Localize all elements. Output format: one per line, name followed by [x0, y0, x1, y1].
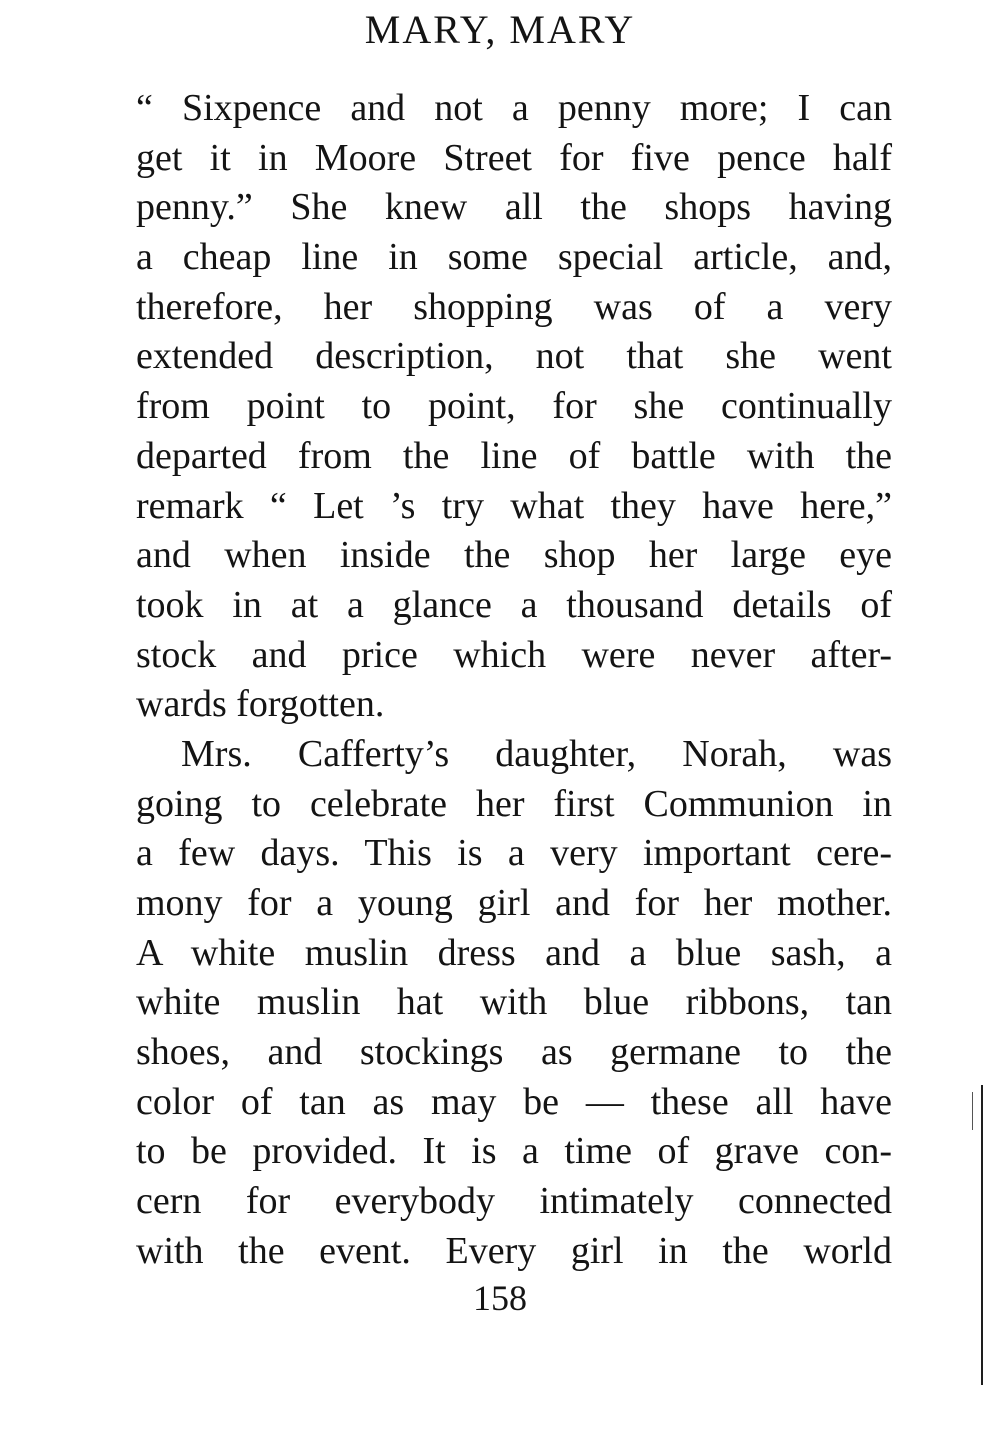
page-number: 158 [473, 1278, 527, 1318]
text-line: a cheap line in some special article, and, [136, 236, 892, 279]
text-line: and when inside the shop her large eye [136, 534, 892, 577]
text-line: A white muslin dress and a blue sash, a [136, 931, 892, 974]
scan-edge-mark [972, 1092, 973, 1130]
text-line: extended description, not that she went [136, 335, 892, 378]
text-line: get it in Moore Street for five pence half [136, 136, 892, 179]
paragraph [136, 730, 892, 1277]
text-line: Mrs. Cafferty’s daughter, Norah, was [181, 732, 892, 775]
text-line: wards forgotten. [136, 683, 385, 726]
text-line: mony for a young girl and for her mother. [136, 882, 892, 924]
text-line: going to celebrate her first Communion in [136, 782, 892, 825]
paragraph [136, 84, 892, 730]
text-line: cern for everybody intimately connected [136, 1180, 892, 1223]
text-line: departed from the line of battle with the [136, 434, 892, 477]
text-line: with the event. Every girl in the world [136, 1229, 892, 1272]
body-text [136, 84, 892, 1277]
text-line: stock and price which were never after- [136, 633, 892, 676]
text-line: remark “ Let ’s try what they have here,” [136, 484, 892, 527]
text-line: a few days. This is a very important cere- [136, 832, 892, 875]
text-line: white muslin hat with blue ribbons, tan [136, 981, 892, 1024]
text-line: took in at a glance a thousand details of [136, 583, 892, 626]
scan-edge-line [981, 1085, 983, 1385]
text-line: color of tan as may be — these all have [136, 1080, 892, 1123]
text-line: to be provided. It is a time of grave con- [136, 1130, 892, 1173]
text-line: from point to point, for she continually [136, 385, 892, 428]
text-line: “ Sixpence and not a penny more; I can [136, 87, 892, 129]
text-line: therefore, her shopping was of a very [136, 285, 892, 328]
text-line: shoes, and stockings as germane to the [136, 1031, 892, 1074]
text-line: penny.” She knew all the shops having [136, 186, 892, 229]
running-head: MARY, MARY [364, 7, 636, 52]
